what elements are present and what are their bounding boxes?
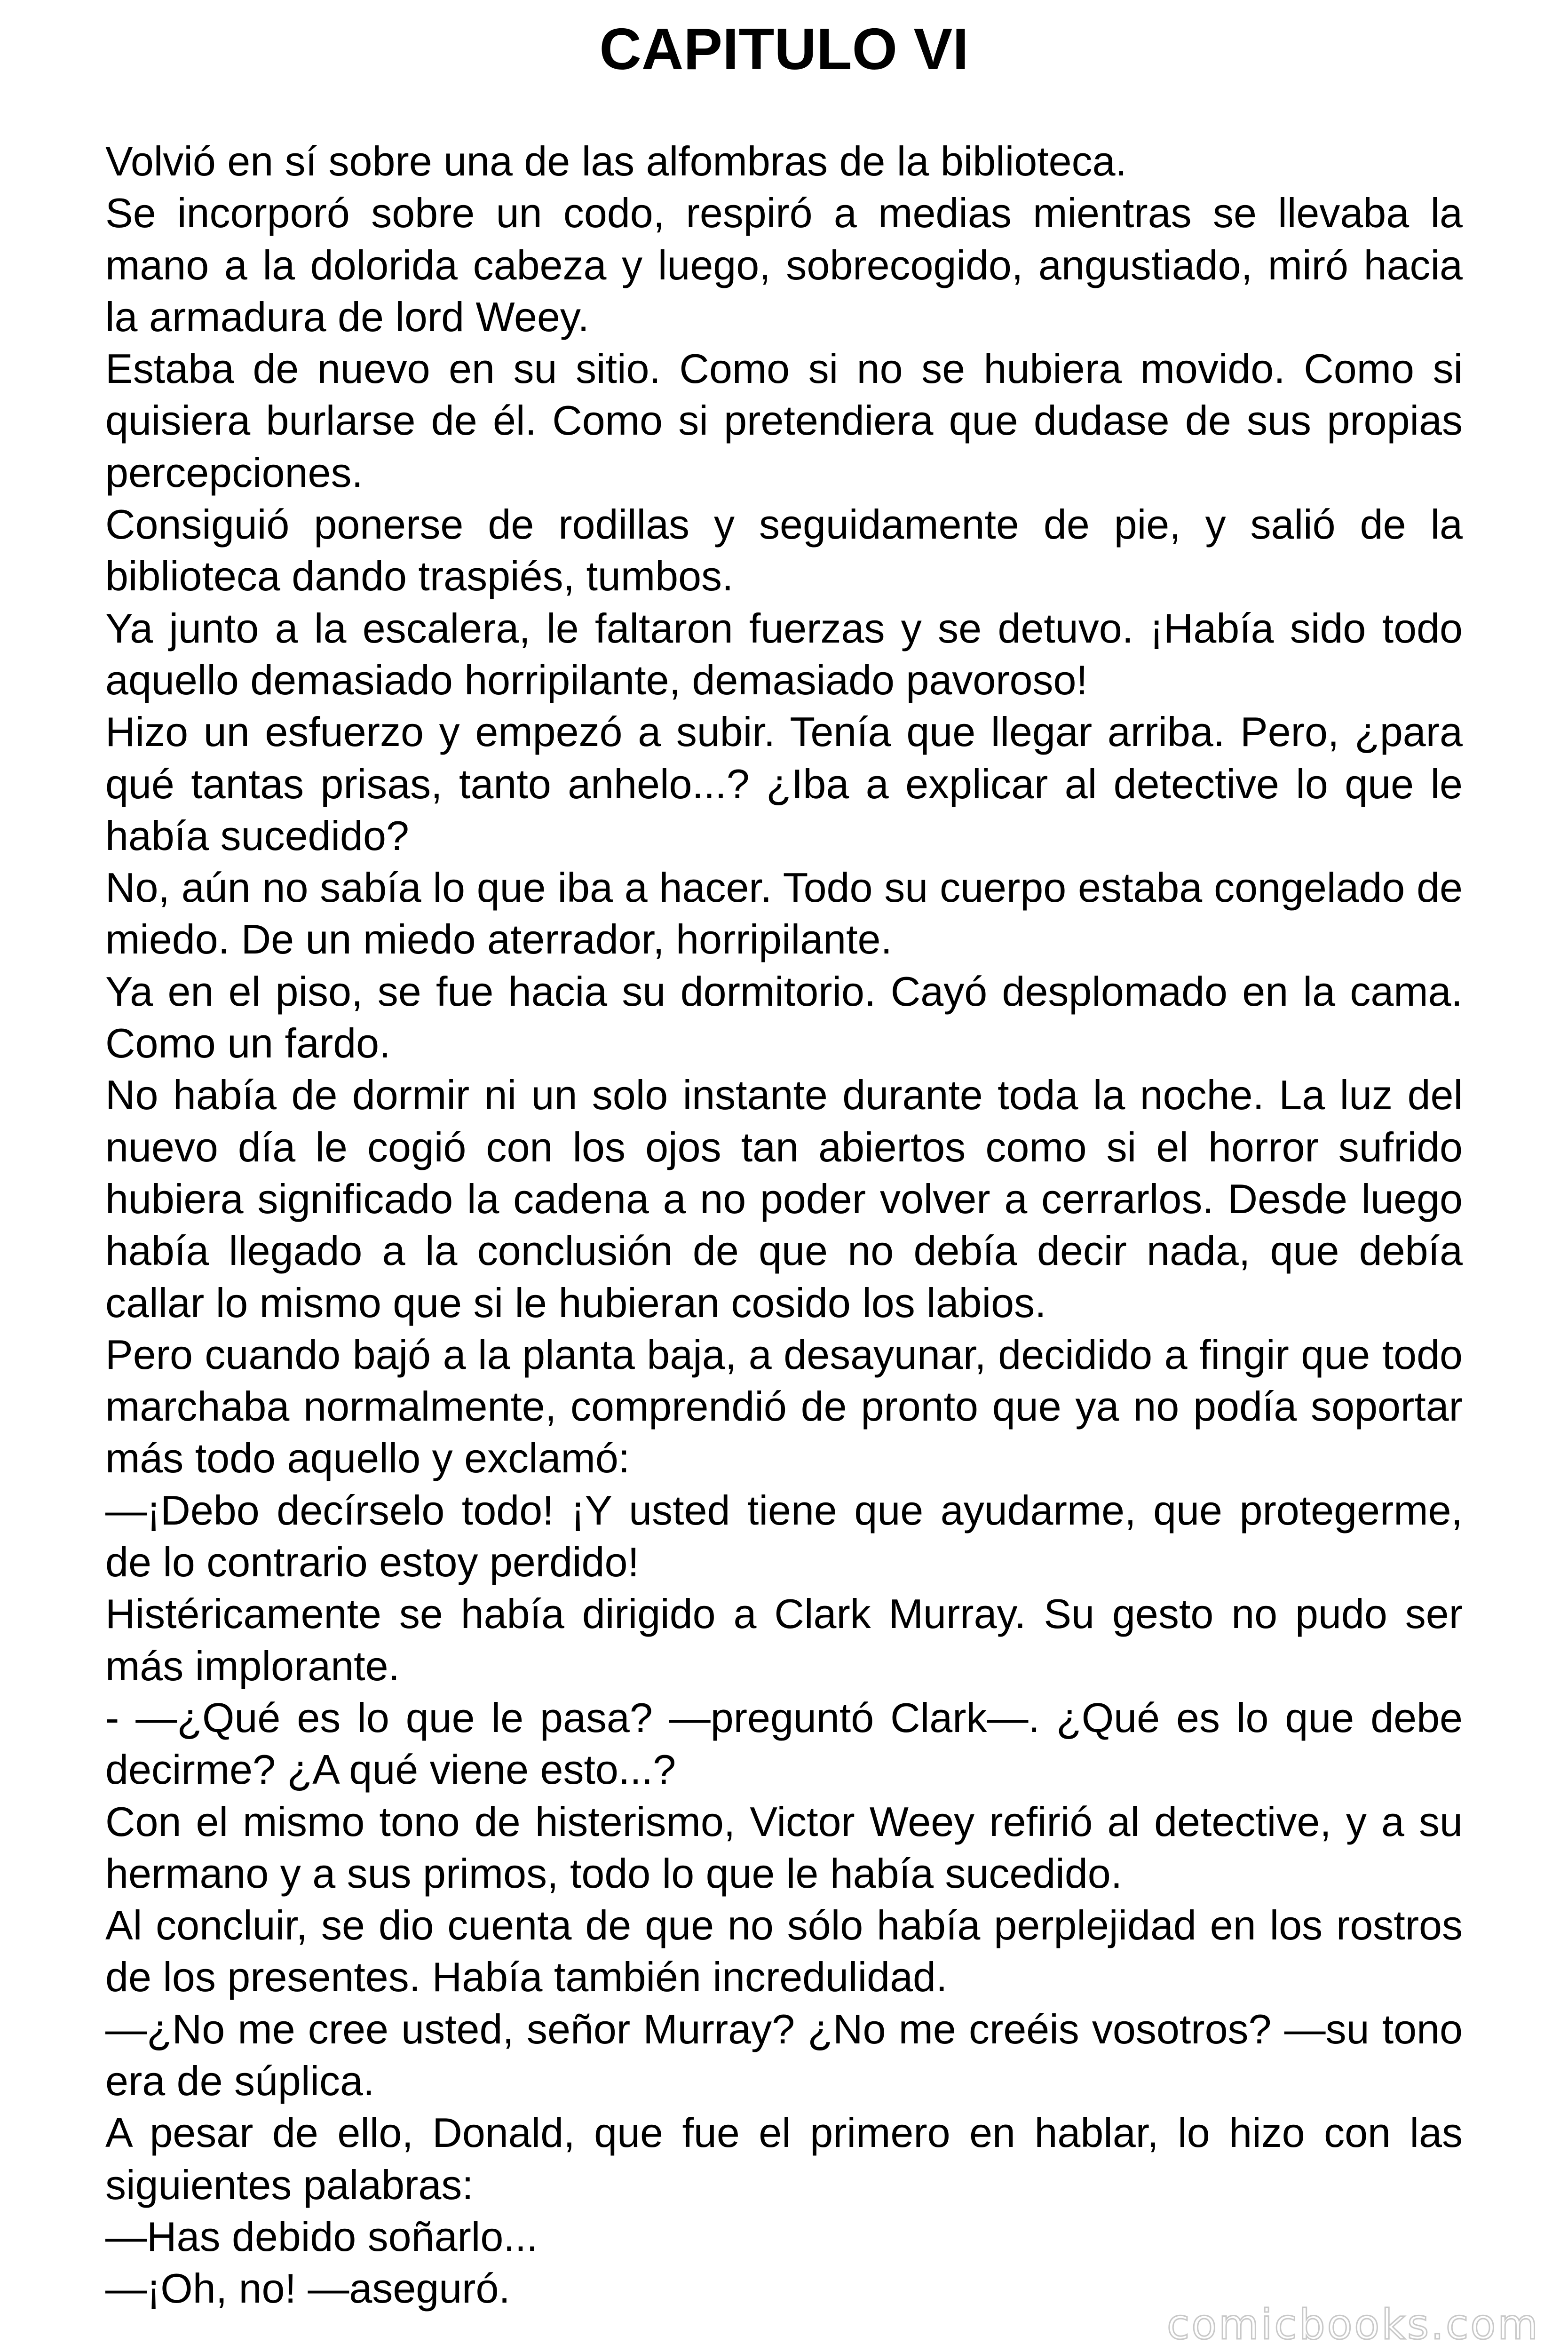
paragraph-5: Ya junto a la escalera, le faltaron fuerzas y se detuvo. ¡Había sido todo aquello demasiado horripilante, demasiado pavoroso! <box>105 604 1463 703</box>
chapter-title: CAPITULO VI <box>599 17 969 82</box>
paragraph-12: Histéricamente se había dirigido a Clark Murray. Su gesto no pudo ser más implorante. <box>105 1590 1463 1689</box>
paragraph-7: No, aún no sabía lo que iba a hacer. Todo su cuerpo estaba congelado de miedo. De un miedo aterrador, horripilante. <box>105 864 1463 963</box>
paragraph-8: Ya en el piso, se fue hacia su dormitorio. Cayó desplomado en la cama. Como un fardo. <box>105 968 1463 1067</box>
paragraph-9: No había de dormir ni un solo instante durante toda la noche. La luz del nuevo día le cogió con los ojos tan abiertos como si el horror sufrido hubiera significado la cadena a no poder volver a cerrarlos. Desde luego había llegado a la conclusión de que no debía decir nada, que debía callar lo mismo que si le hubieran cosido los labios. <box>105 1072 1463 1326</box>
paragraph-2: Se incorporó sobre un codo, respiró a medias mientras se llevaba la mano a la dolorida cabeza y luego, sobrecogido, angustiado, miró hacia la armadura de lord Weey. <box>105 190 1463 340</box>
paragraph-3: Estaba de nuevo en su sitio. Como si no se hubiera movido. Como si quisiera burlarse de él. Como si pretendiera que dudase de sus propias percepciones. <box>105 345 1463 496</box>
paragraph-11: —¡Debo decírselo todo! ¡Y usted tiene que ayudarme, que protegerme, de lo contrario estoy perdido! <box>105 1486 1463 1586</box>
paragraph-14: Con el mismo tono de histerismo, Victor Weey refirió al detective, y a su hermano y a sus primos, todo lo que le había sucedido. <box>105 1798 1463 1897</box>
paragraph-19: —¡Oh, no! —aseguró. <box>105 2265 510 2312</box>
chapter-body <box>105 135 1463 2314</box>
paragraph-17: A pesar de ello, Donald, que fue el primero en hablar, lo hizo con las siguientes palabras: <box>105 2109 1463 2208</box>
paragraph-13: - —¿Qué es lo que le pasa? —preguntó Clark—. ¿Qué es lo que debe decirme? ¿A qué viene esto...? <box>105 1694 1463 1793</box>
paragraph-6: Hizo un esfuerzo y empezó a subir. Tenía que llegar arriba. Pero, ¿para qué tantas prisas, tanto anhelo...? ¿Iba a explicar al detective lo que le había sucedido? <box>105 708 1463 859</box>
paragraph-1: Volvió en sí sobre una de las alfombras de la biblioteca. <box>105 138 1127 184</box>
paragraph-15: Al concluir, se dio cuenta de que no sólo había perplejidad en los rostros de los presentes. Había también incredulidad. <box>105 1902 1463 2001</box>
paragraph-10: Pero cuando bajó a la planta baja, a desayunar, decidido a fingir que todo marchaba normalmente, comprendió de pronto que ya no podía soportar más todo aquello y exclamó: <box>105 1331 1463 1482</box>
paragraph-4: Consiguió ponerse de rodillas y seguidamente de pie, y salió de la biblioteca dando traspiés, tumbos. <box>105 501 1463 600</box>
watermark-logo: comicbooks.com <box>1166 2300 1540 2349</box>
paragraph-16: —¿No me cree usted, señor Murray? ¿No me creéis vosotros? —su tono era de súplica. <box>105 2005 1463 2104</box>
paragraph-18: —Has debido soñarlo... <box>105 2213 538 2260</box>
